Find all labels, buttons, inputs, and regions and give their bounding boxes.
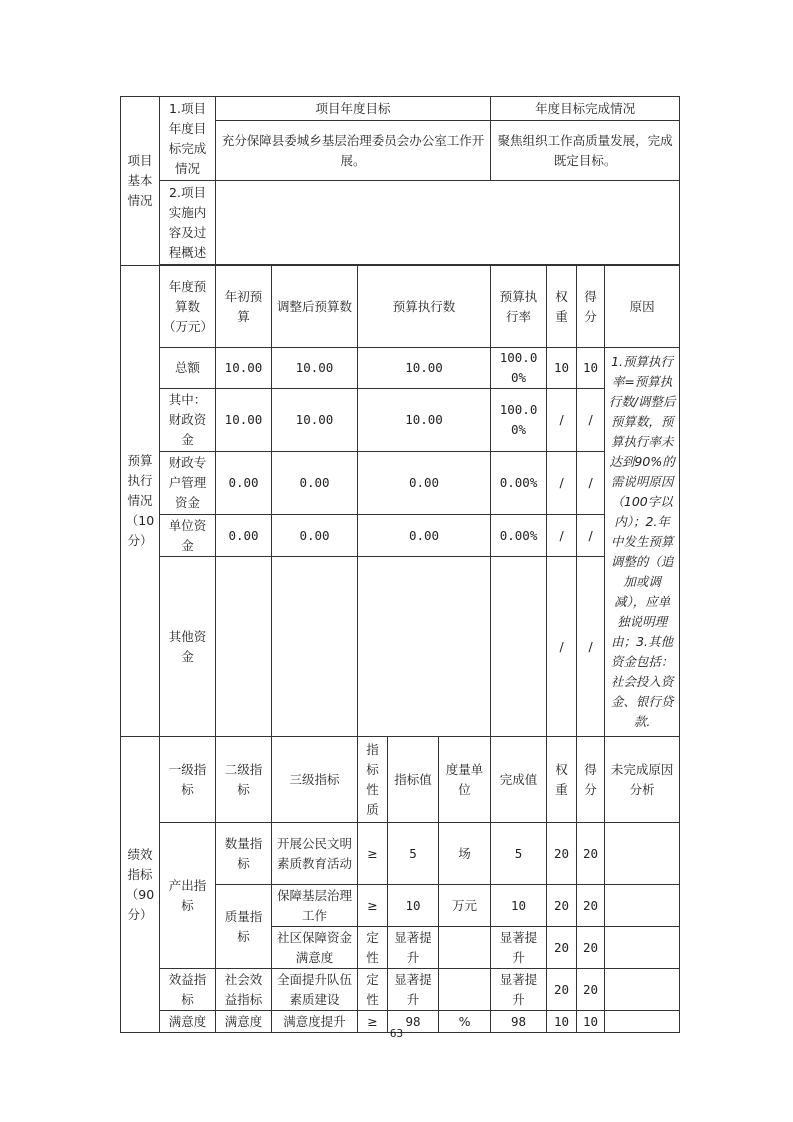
budget-score-header: 得分 — [577, 266, 605, 348]
indicator-nature: 定性 — [358, 927, 388, 969]
budget-row-executed: 10.00 — [358, 389, 491, 452]
nature-header: 指标性质 — [358, 737, 388, 823]
indicator-completed: 10 — [491, 885, 547, 927]
indicator-unit: % — [439, 1011, 491, 1033]
goal-completion-label: 1.项目年度目标完成情况 — [160, 97, 216, 181]
indicator-unit — [439, 969, 491, 1011]
indicator-score: 20 — [577, 885, 605, 927]
budget-section-label: 预算执行情况（10分） — [121, 266, 160, 737]
unit-header: 度量单位 — [439, 737, 491, 823]
quality-indicator-label: 质量指标 — [216, 885, 272, 969]
indicator-weight: 20 — [547, 823, 577, 885]
adjusted-budget-header: 调整后预算数 — [272, 266, 358, 348]
indicator-weight: 20 — [547, 969, 577, 1011]
page-number: 63 — [389, 1027, 404, 1040]
implementation-text — [216, 181, 680, 265]
budget-row-executed: 0.00 — [358, 515, 491, 557]
budget-row-executed: 0.00 — [358, 452, 491, 515]
completion-header: 年度目标完成情况 — [491, 97, 680, 121]
budget-row-rate: 100.00% — [491, 389, 547, 452]
indicator-nature: 定性 — [358, 969, 388, 1011]
budget-row-score: 10 — [577, 348, 605, 389]
implementation-label: 2.项目实施内容及过程概述 — [160, 181, 216, 265]
budget-row-initial — [216, 557, 272, 737]
level3-header: 三级指标 — [272, 737, 358, 823]
indicator-completed: 显著提升 — [491, 927, 547, 969]
indicator-target: 98 — [388, 1011, 439, 1033]
budget-row-initial: 10.00 — [216, 348, 272, 389]
indicator-completed: 98 — [491, 1011, 547, 1033]
execution-rate-header: 预算执行率 — [491, 266, 547, 348]
completed-header: 完成值 — [491, 737, 547, 823]
analysis-header: 未完成原因分析 — [605, 737, 680, 823]
level1-header: 一级指标 — [160, 737, 216, 823]
annual-budget-header: 年度预算数（万元） — [160, 266, 216, 348]
indicator-target: 显著提升 — [388, 969, 439, 1011]
budget-row-adjusted: 10.00 — [272, 348, 358, 389]
indicator-nature: ≥ — [358, 885, 388, 927]
level2-header: 二级指标 — [216, 737, 272, 823]
budget-row-weight: 10 — [547, 348, 577, 389]
indicator-nature: ≥ — [358, 1011, 388, 1033]
basic-section-label: 项目基本情况 — [121, 97, 160, 266]
level3-indicator: 开展公民文明素质教育活动 — [272, 823, 358, 885]
indicator-score: 20 — [577, 927, 605, 969]
budget-row-label: 其他资金 — [160, 557, 216, 737]
budget-row-score: / — [577, 389, 605, 452]
budget-weight-header: 权重 — [547, 266, 577, 348]
indicator-weight: 20 — [547, 885, 577, 927]
budget-row-adjusted — [272, 557, 358, 737]
indicator-analysis — [605, 969, 680, 1011]
reason-header: 原因 — [605, 266, 680, 348]
indicator-weight: 20 — [547, 927, 577, 969]
budget-row-label: 其中：财政资金 — [160, 389, 216, 452]
budget-row-rate — [491, 557, 547, 737]
indicator-analysis — [605, 885, 680, 927]
indicator-score: 20 — [577, 969, 605, 1011]
perf-weight-header: 权重 — [547, 737, 577, 823]
indicator-unit: 场 — [439, 823, 491, 885]
budget-row-weight: / — [547, 389, 577, 452]
level3-indicator: 保障基层治理工作 — [272, 885, 358, 927]
budget-row-weight: / — [547, 557, 577, 737]
budget-row-executed: 10.00 — [358, 348, 491, 389]
executed-budget-header: 预算执行数 — [358, 266, 491, 348]
budget-row-label: 财政专户管理资金 — [160, 452, 216, 515]
level3-indicator: 满意度提升 — [272, 1011, 358, 1033]
level3-indicator: 全面提升队伍素质建设 — [272, 969, 358, 1011]
budget-row-rate: 0.00% — [491, 515, 547, 557]
budget-row-weight: / — [547, 452, 577, 515]
target-header: 指标值 — [388, 737, 439, 823]
budget-row-executed — [358, 557, 491, 737]
satisfaction-level2-label: 满意度 — [216, 1011, 272, 1033]
budget-row-label: 单位资金 — [160, 515, 216, 557]
budget-row-initial: 0.00 — [216, 515, 272, 557]
budget-row-initial: 10.00 — [216, 389, 272, 452]
budget-row-rate: 0.00% — [491, 452, 547, 515]
budget-row-score: / — [577, 515, 605, 557]
level3-indicator: 社区保障资金满意度 — [272, 927, 358, 969]
indicator-weight: 10 — [547, 1011, 577, 1033]
indicator-unit — [439, 927, 491, 969]
indicator-completed: 5 — [491, 823, 547, 885]
indicator-unit: 万元 — [439, 885, 491, 927]
budget-row-score: / — [577, 452, 605, 515]
indicator-analysis — [605, 927, 680, 969]
indicator-nature: ≥ — [358, 823, 388, 885]
budget-reason-note: 1.预算执行率=预算执行数/调整后预算数，预算执行率未达到90%的需说明原因（100字以内）；2.年中发生预算调整的（追加或调减），应单独说明理由；3.其他资金包括：社会投入资金、银行贷款. — [605, 348, 680, 737]
budget-row-adjusted: 0.00 — [272, 515, 358, 557]
initial-budget-header: 年初预算 — [216, 266, 272, 348]
budget-row-label: 总额 — [160, 348, 216, 389]
annual-goal-header: 项目年度目标 — [216, 97, 491, 121]
indicator-score: 10 — [577, 1011, 605, 1033]
budget-row-adjusted: 10.00 — [272, 389, 358, 452]
indicator-analysis — [605, 823, 680, 885]
indicator-score: 20 — [577, 823, 605, 885]
performance-evaluation-table — [120, 96, 680, 1033]
indicator-completed: 显著提升 — [491, 969, 547, 1011]
quantity-indicator-label: 数量指标 — [216, 823, 272, 885]
indicator-target: 5 — [388, 823, 439, 885]
budget-row-adjusted: 0.00 — [272, 452, 358, 515]
indicator-target: 显著提升 — [388, 927, 439, 969]
performance-section-label: 绩效指标（90分） — [121, 737, 160, 1033]
completion-text: 聚焦组织工作高质量发展，完成既定目标。 — [491, 121, 680, 181]
budget-row-initial: 0.00 — [216, 452, 272, 515]
perf-score-header: 得分 — [577, 737, 605, 823]
budget-row-score: / — [577, 557, 605, 737]
benefit-indicator-label: 效益指标 — [160, 969, 216, 1011]
annual-goal-text: 充分保障县委城乡基层治理委员会办公室工作开展。 — [216, 121, 491, 181]
satisfaction-level1-label: 满意度 — [160, 1011, 216, 1033]
output-indicator-label: 产出指标 — [160, 823, 216, 969]
budget-row-rate: 100.00% — [491, 348, 547, 389]
social-benefit-indicator-label: 社会效益指标 — [216, 969, 272, 1011]
budget-row-weight: / — [547, 515, 577, 557]
indicator-target: 10 — [388, 885, 439, 927]
